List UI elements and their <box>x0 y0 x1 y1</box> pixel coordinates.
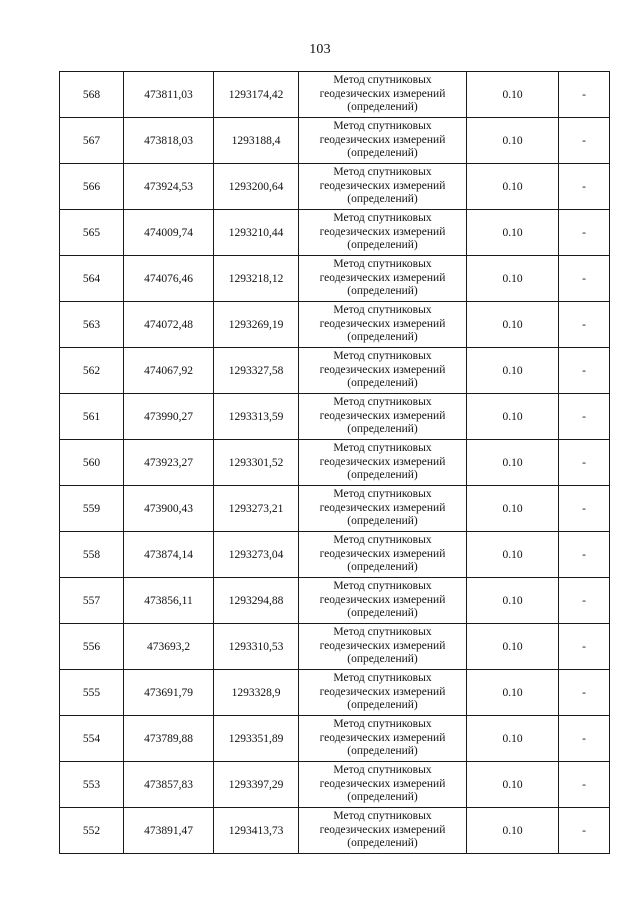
accuracy-cell: 0.10 <box>467 256 559 302</box>
method-line-1: Метод спутниковых <box>333 580 432 593</box>
x-coordinate-cell: 474076,46 <box>124 256 214 302</box>
y-coordinate-cell: 1293301,52 <box>214 440 299 486</box>
coordinates-table <box>59 71 610 854</box>
point-number-cell: 559 <box>60 486 124 532</box>
x-coordinate-cell: 474067,92 <box>124 348 214 394</box>
note-cell: - <box>559 578 610 624</box>
method-line-3: (определений) <box>347 285 418 298</box>
point-number-cell: 553 <box>60 762 124 808</box>
y-coordinate-cell: 1293200,64 <box>214 164 299 210</box>
table-row <box>60 532 610 578</box>
method-cell <box>299 348 467 394</box>
accuracy-cell: 0.10 <box>467 716 559 762</box>
method-cell <box>299 210 467 256</box>
y-coordinate-cell: 1293174,42 <box>214 72 299 118</box>
method-line-2: геодезических измерений <box>319 87 446 100</box>
accuracy-cell: 0.10 <box>467 348 559 394</box>
accuracy-cell: 0.10 <box>467 486 559 532</box>
point-number-cell: 568 <box>60 72 124 118</box>
x-coordinate-cell: 473856,11 <box>124 578 214 624</box>
table-row <box>60 118 610 164</box>
y-coordinate-cell: 1293273,04 <box>214 532 299 578</box>
method-line-2: геодезических измерений <box>319 777 446 790</box>
note-cell: - <box>559 808 610 854</box>
accuracy-cell: 0.10 <box>467 440 559 486</box>
method-line-1: Метод спутниковых <box>333 304 432 317</box>
x-coordinate-cell: 473891,47 <box>124 808 214 854</box>
table-row <box>60 302 610 348</box>
accuracy-cell: 0.10 <box>467 670 559 716</box>
y-coordinate-cell: 1293188,4 <box>214 118 299 164</box>
y-coordinate-cell: 1293218,12 <box>214 256 299 302</box>
method-line-3: (определений) <box>347 699 418 712</box>
accuracy-cell: 0.10 <box>467 532 559 578</box>
method-cell <box>299 532 467 578</box>
y-coordinate-cell: 1293397,29 <box>214 762 299 808</box>
method-cell <box>299 578 467 624</box>
method-cell <box>299 118 467 164</box>
method-cell <box>299 394 467 440</box>
method-line-3: (определений) <box>347 607 418 620</box>
method-line-3: (определений) <box>347 239 418 252</box>
note-cell: - <box>559 210 610 256</box>
point-number-cell: 562 <box>60 348 124 394</box>
point-number-cell: 554 <box>60 716 124 762</box>
method-line-3: (определений) <box>347 515 418 528</box>
x-coordinate-cell: 473789,88 <box>124 716 214 762</box>
method-cell <box>299 486 467 532</box>
x-coordinate-cell: 473923,27 <box>124 440 214 486</box>
method-line-1: Метод спутниковых <box>333 672 432 685</box>
table-row <box>60 486 610 532</box>
note-cell: - <box>559 624 610 670</box>
note-cell: - <box>559 394 610 440</box>
method-line-3: (определений) <box>347 331 418 344</box>
point-number-cell: 552 <box>60 808 124 854</box>
x-coordinate-cell: 474072,48 <box>124 302 214 348</box>
method-line-3: (определений) <box>347 377 418 390</box>
note-cell: - <box>559 302 610 348</box>
method-line-3: (определений) <box>347 561 418 574</box>
x-coordinate-cell: 473691,79 <box>124 670 214 716</box>
method-line-3: (определений) <box>347 147 418 160</box>
method-cell <box>299 670 467 716</box>
method-line-2: геодезических измерений <box>319 133 446 146</box>
y-coordinate-cell: 1293273,21 <box>214 486 299 532</box>
accuracy-cell: 0.10 <box>467 302 559 348</box>
note-cell: - <box>559 762 610 808</box>
x-coordinate-cell: 473693,2 <box>124 624 214 670</box>
method-line-3: (определений) <box>347 101 418 114</box>
y-coordinate-cell: 1293210,44 <box>214 210 299 256</box>
accuracy-cell: 0.10 <box>467 578 559 624</box>
x-coordinate-cell: 473818,03 <box>124 118 214 164</box>
y-coordinate-cell: 1293313,59 <box>214 394 299 440</box>
y-coordinate-cell: 1293269,19 <box>214 302 299 348</box>
method-line-3: (определений) <box>347 423 418 436</box>
method-line-3: (определений) <box>347 469 418 482</box>
accuracy-cell: 0.10 <box>467 118 559 164</box>
table-row <box>60 440 610 486</box>
note-cell: - <box>559 440 610 486</box>
point-number-cell: 567 <box>60 118 124 164</box>
note-cell: - <box>559 256 610 302</box>
method-line-2: геодезических измерений <box>319 409 446 422</box>
method-line-3: (определений) <box>347 745 418 758</box>
table-row <box>60 164 610 210</box>
x-coordinate-cell: 474009,74 <box>124 210 214 256</box>
method-line-2: геодезических измерений <box>319 455 446 468</box>
point-number-cell: 561 <box>60 394 124 440</box>
method-line-2: геодезических измерений <box>319 639 446 652</box>
method-line-3: (определений) <box>347 791 418 804</box>
method-line-2: геодезических измерений <box>319 823 446 836</box>
method-line-3: (определений) <box>347 837 418 850</box>
method-cell <box>299 72 467 118</box>
table-row <box>60 256 610 302</box>
point-number-cell: 556 <box>60 624 124 670</box>
method-line-2: геодезических измерений <box>319 317 446 330</box>
method-line-2: геодезических измерений <box>319 547 446 560</box>
method-line-1: Метод спутниковых <box>333 166 432 179</box>
note-cell: - <box>559 72 610 118</box>
x-coordinate-cell: 473874,14 <box>124 532 214 578</box>
x-coordinate-cell: 473900,43 <box>124 486 214 532</box>
y-coordinate-cell: 1293327,58 <box>214 348 299 394</box>
method-line-2: геодезических измерений <box>319 685 446 698</box>
coordinates-table-body <box>60 72 610 854</box>
table-row <box>60 210 610 256</box>
method-line-1: Метод спутниковых <box>333 764 432 777</box>
table-row <box>60 808 610 854</box>
method-line-1: Метод спутниковых <box>333 350 432 363</box>
accuracy-cell: 0.10 <box>467 72 559 118</box>
note-cell: - <box>559 348 610 394</box>
x-coordinate-cell: 473857,83 <box>124 762 214 808</box>
accuracy-cell: 0.10 <box>467 762 559 808</box>
method-line-2: геодезических измерений <box>319 731 446 744</box>
method-cell <box>299 762 467 808</box>
method-cell <box>299 256 467 302</box>
method-cell <box>299 624 467 670</box>
method-cell <box>299 716 467 762</box>
method-line-2: геодезических измерений <box>319 593 446 606</box>
method-line-1: Метод спутниковых <box>333 488 432 501</box>
accuracy-cell: 0.10 <box>467 394 559 440</box>
method-line-1: Метод спутниковых <box>333 74 432 87</box>
table-row <box>60 348 610 394</box>
point-number-cell: 555 <box>60 670 124 716</box>
point-number-cell: 557 <box>60 578 124 624</box>
method-line-1: Метод спутниковых <box>333 626 432 639</box>
point-number-cell: 566 <box>60 164 124 210</box>
y-coordinate-cell: 1293294,88 <box>214 578 299 624</box>
accuracy-cell: 0.10 <box>467 210 559 256</box>
accuracy-cell: 0.10 <box>467 808 559 854</box>
method-line-2: геодезических измерений <box>319 363 446 376</box>
x-coordinate-cell: 473990,27 <box>124 394 214 440</box>
note-cell: - <box>559 532 610 578</box>
method-line-2: геодезических измерений <box>319 501 446 514</box>
point-number-cell: 560 <box>60 440 124 486</box>
point-number-cell: 565 <box>60 210 124 256</box>
note-cell: - <box>559 670 610 716</box>
point-number-cell: 558 <box>60 532 124 578</box>
method-line-1: Метод спутниковых <box>333 718 432 731</box>
method-cell <box>299 164 467 210</box>
note-cell: - <box>559 118 610 164</box>
method-cell <box>299 440 467 486</box>
table-row <box>60 670 610 716</box>
table-row <box>60 624 610 670</box>
table-row <box>60 762 610 808</box>
accuracy-cell: 0.10 <box>467 164 559 210</box>
y-coordinate-cell: 1293328,9 <box>214 670 299 716</box>
method-line-2: геодезических измерений <box>319 271 446 284</box>
method-line-1: Метод спутниковых <box>333 442 432 455</box>
method-line-3: (определений) <box>347 653 418 666</box>
point-number-cell: 564 <box>60 256 124 302</box>
x-coordinate-cell: 473924,53 <box>124 164 214 210</box>
method-line-2: геодезических измерений <box>319 179 446 192</box>
method-line-1: Метод спутниковых <box>333 120 432 133</box>
y-coordinate-cell: 1293413,73 <box>214 808 299 854</box>
table-row <box>60 72 610 118</box>
method-line-1: Метод спутниковых <box>333 534 432 547</box>
method-line-1: Метод спутниковых <box>333 212 432 225</box>
y-coordinate-cell: 1293351,89 <box>214 716 299 762</box>
y-coordinate-cell: 1293310,53 <box>214 624 299 670</box>
table-row <box>60 716 610 762</box>
method-line-1: Метод спутниковых <box>333 396 432 409</box>
table-row <box>60 394 610 440</box>
point-number-cell: 563 <box>60 302 124 348</box>
x-coordinate-cell: 473811,03 <box>124 72 214 118</box>
page-number: 103 <box>309 42 331 57</box>
table-row <box>60 578 610 624</box>
method-cell <box>299 302 467 348</box>
method-line-1: Метод спутниковых <box>333 258 432 271</box>
note-cell: - <box>559 164 610 210</box>
method-line-2: геодезических измерений <box>319 225 446 238</box>
method-line-1: Метод спутниковых <box>333 810 432 823</box>
note-cell: - <box>559 716 610 762</box>
accuracy-cell: 0.10 <box>467 624 559 670</box>
method-line-3: (определений) <box>347 193 418 206</box>
method-cell <box>299 808 467 854</box>
note-cell: - <box>559 486 610 532</box>
